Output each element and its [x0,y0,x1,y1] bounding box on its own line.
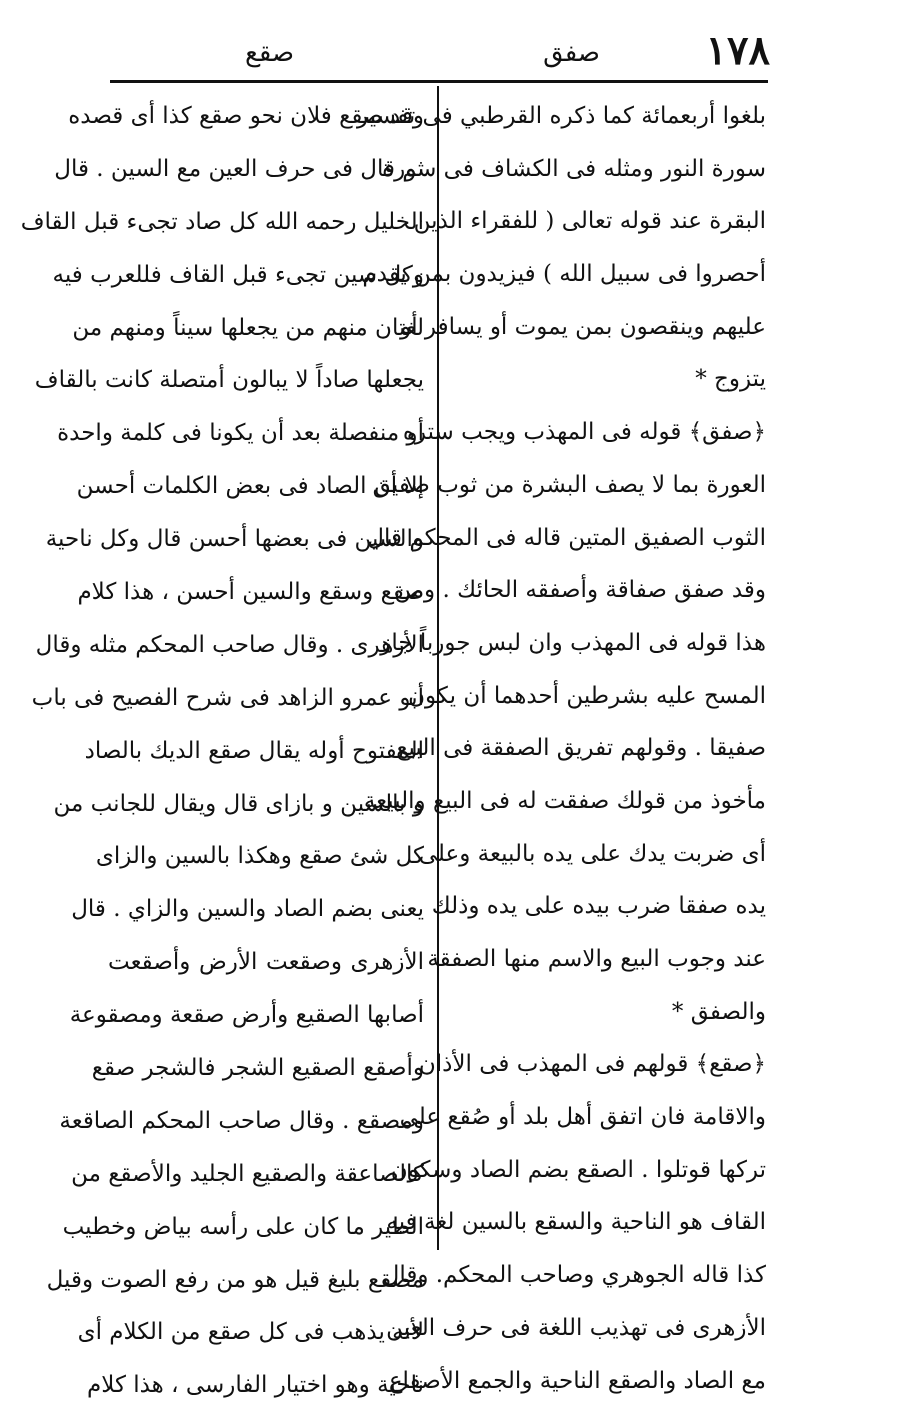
text-line: صقع وسقع والسين أحسن ، هذا كلام [77,579,424,606]
text-line: وقد صفق صفاقة وأصفقه الحائك . ومن [394,577,766,604]
text-line: يتزوج * [695,366,766,393]
text-line: الأزهرى . وقال صاحب المحكم مثله وقال [35,631,424,658]
text-line: المفتوح أوله يقال صقع الديك بالصاد [84,737,424,764]
text-line: كل شئ صقع وهكذا بالسين والزاى [95,843,424,870]
text-line: ثم قال فى حرف العين مع السين . قال [54,155,424,182]
text-line: البقرة عند قوله تعالى ( للفقراء الذين [413,208,766,235]
header-rule [110,80,768,83]
text-line: وأصقع الصقيع الشجر فالشجر صقع [91,1055,424,1082]
text-line: العورة بما لا يصف البشرة من ثوب صفيق [372,471,766,498]
text-line: مع الصاد والصقع الناحية والجمع الأصقاع [388,1367,766,1394]
right-running-head: صفق [543,38,600,68]
text-line: سورة النور ومثله فى الكشاف فى سورة [382,155,766,182]
text-line: الطير ما كان على رأسه بياض وخطيب [62,1213,424,1240]
text-line: الخليل رحمه الله كل صاد تجىء قبل القاف [20,208,424,235]
text-line: والاقامة فان اتفق أهل بلد أو صُقع على [399,1104,766,1131]
text-line: إلا أن الصاد فى بعض الكلمات أحسن [76,473,424,500]
text-line: كذا قاله الجوهري وصاحب المحكم. وقال [382,1262,766,1289]
text-line: يعنى بضم الصاد والسين والزاي . قال [71,896,424,923]
text-line: هذا قوله فى المهذب وان لبس جورباً جاز [380,629,766,656]
text-line: الأزهرى فى تهذيب اللغة فى حرف العين [386,1314,766,1341]
text-line: تركها قوتلوا . الصقع بضم الصاد وسكون [390,1156,766,1183]
text-line: الثوب الصفيق المتين قاله فى المحكم قال [367,524,766,551]
text-line: أبو عمرو الزاهد فى شرح الفصيح فى باب [31,684,424,711]
text-line: وقد صقع فلان نحو صقع كذا أى قصده [68,103,424,129]
text-line: أصابها الصقيع وأرض صقعة ومصقوعة [69,1002,424,1029]
text-line: يجعلها صاداً لا يبالون أمتصلة كانت بالقاف [34,367,424,394]
text-line: يده صفقا ضرب بيده على يده وذلك [431,893,766,920]
text-line: ﴿صقع﴾ قولهم فى المهذب فى الأذان [418,1051,766,1078]
text-line: لأنه يذهب فى كل صقع من الكلام أى [77,1319,424,1346]
text-line: القاف هو الناحية والسقع بالسين لغة فيه [386,1209,766,1236]
text-line: بلغوا أربعمائة كما ذكره القرطبي فى تفسير [357,103,766,129]
text-line: الأزهرى وصقعت الأرض وأصقعت [108,949,424,976]
text-line: ﴿صفق﴾ قوله فى المهذب ويجب ستره [402,419,766,446]
text-line: أى ضربت يدك على يده بالبيعة وعلى [418,840,766,867]
text-line: عليهم وينقصون بمن يموت أو يسافر أو [400,313,766,340]
left-column [20,90,424,1412]
left-running-head: صقع [245,38,295,68]
text-line: ومصقع . وقال صاحب المحكم الصاقعة [59,1107,424,1134]
text-line: ناحية وهو اختيار الفارسى ، هذا كلام [86,1372,424,1399]
text-line: كالصاعقة والصقيع الجليد والأصقع من [71,1160,424,1187]
text-line: عند وجوب البيع والاسم منها الصفقة [427,946,766,972]
text-line: مأخوذ من قولك صفقت له فى البيع والبيعة [363,787,766,814]
text-line: وكل سين تجىء قبل القاف فللعرب فيه [52,261,424,288]
page-header [105,28,770,78]
text-line: أحصروا فى سبيل الله ) فيزيدون بمن يقدم [362,261,766,288]
text-line: والصفق * [671,998,766,1025]
text-line: صفيقا . وقولهم تفريق الصفقة فى البيع [396,735,766,762]
right-column [357,90,766,1407]
text-line: والسين فى بعضها أحسن قال وكل ناحية [45,526,424,553]
text-line: أو منفصلة بعد أن يكونا فى كلمة واحدة [57,420,424,447]
text-line: لغتان منهم من يجعلها سيناً ومنهم من [72,314,424,341]
text-line: مصقع بليغ قيل هو من رفع الصوت وقيل [46,1266,424,1293]
text-line: و بالسين و بازاى قال ويقال للجانب من [53,790,424,817]
text-line: المسح عليه بشرطين أحدهما أن يكون [408,682,766,709]
page-number: ١٧٨ [705,27,770,74]
